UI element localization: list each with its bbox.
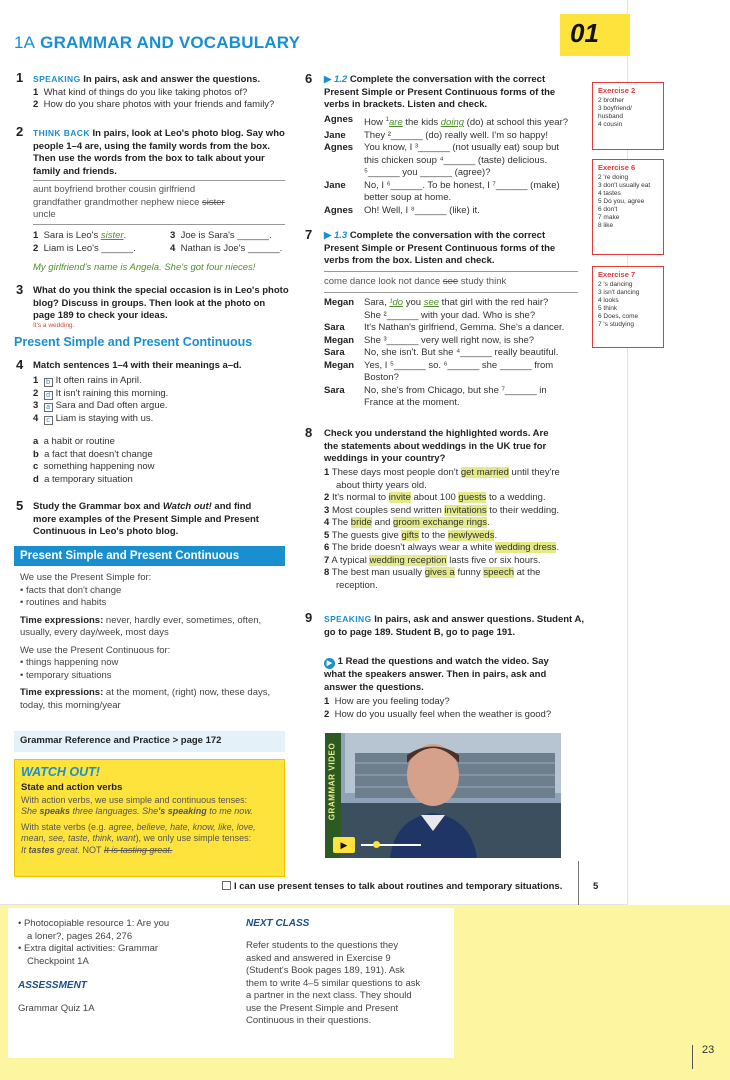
divider [324,271,578,272]
word-box: come dance look not dance see study think [324,276,507,287]
exercise-8-items: 1 These days most people don't get married until they're about thirty years old. 2 It's normal to invite about 100 guests to a wedding. 3 Most couples send written invitations to their wedding. 4 The bride and groom exchange rings. 5 The guests give gifts to the newlyweds. 6 The bride doesn't always wear a white wedding dress. 7 A typical wedding reception lasts five or six hours. 8 The best man usually gives a funny speech at the reception. [324,467,560,591]
page-title: 1A GRAMMAR AND VOCABULARY [14,33,301,52]
exercise-number: 6 [305,71,313,86]
word-box: aunt boyfriend brother cousin girlfriend grandfather grandmother nephew niece sister uncle [33,184,225,220]
section-title: Present Simple and Present Continuous [14,335,253,349]
grammar-box: Present Simple and Present Continuous We use the Present Simple for: • facts that don't change • routines and habits Time expressions: never, hardly ever, sometimes, often, usually, every day/week, most days We use the Present Continuous for: • things happening now • temporary situations Time expressions: at the moment, (right) now, these days, today, this morning/year [14,546,285,754]
teacher-answer: It's a wedding. [33,322,75,329]
divider [692,1045,693,1069]
divider [33,180,285,181]
exercise-number: 4 [16,357,24,372]
exercise-2-items-right: 3 Joe is Sara's ______. 4 Nathan is Joe's ______. [170,230,283,254]
page-number: 23 [702,1044,715,1056]
video-icon[interactable]: ▶ [324,658,335,669]
example-answer: My girlfriend's name is Angela. She's got four nieces! [33,262,256,273]
exercise-7-dialogue: Megan Sara, ¹do you see that girl with the red hair? She ²______ with your dad. Who is she? Sara It's Nathan's girlfriend, Gemma. She's a dancer. Megan She ³______ very well right now, is she? Sara No, she isn't. But she ⁴______ really beautiful. Megan Yes, I ⁵______ so. ⁶______ she ______ from Boston? Sara No, she's from Chicago, but she ⁷______ in France at the moment. [324,297,565,408]
video-label: GRAMMAR VIDEO [327,742,337,821]
video-progress-handle[interactable] [373,841,380,848]
exercise-9: SPEAKING In pairs, ask and answer questions. Student A, go to page 189. Student B, go to page 191. [324,614,585,638]
student-page-number: 5 [593,881,599,892]
watch-out-box: WATCH OUT! State and action verbs With action verbs, we use simple and continuous tenses: She speaks three languages. She's speaking to me now. With state verbs (e.g. agree, believe, hate, know, like, love, mean, see, taste, think, want), we only use simple tenses: It tastes great. NOT It is tasting great. [14,759,285,877]
play-icon[interactable]: ▶ [333,837,355,853]
exercise-5: Study the Grammar box and Watch out! and find more examples of the Present Simple and Present Continuous in Leo's photo blog. [33,501,259,537]
exercise-number: 5 [16,498,24,513]
grammar-reference-link[interactable]: Grammar Reference and Practice > page 172 [14,731,285,752]
exercise-number: 8 [305,425,313,440]
watch-out-title: WATCH OUT! [21,765,100,779]
exercise-6-instructions: ▶ 1.2 Complete the conversation with the correct Present Simple or Present Continuous forms of the verbs in brackets. Listen and check. [324,74,556,110]
teacher-resources: • Photocopiable resource 1: Are you a loner?, pages 264, 276 • Extra digital activities: Grammar Checkpoint 1A [18,918,170,967]
video-exercise-instructions: ▶ 1 Read the questions and watch the video. Say what the speakers answer. Then in pairs, ask and answer the questions. [324,656,549,693]
video-progress-bar[interactable] [361,844,421,846]
audio-icon[interactable]: ▶ [324,230,332,241]
exercise-4-items: 1 b It often rains in April. 2 d It isn't raining this morning. 3 a Sara and Dad often argue. 4 c Liam is staying with us. [33,375,169,424]
exercise-number: 3 [16,282,24,297]
exercise-8-instructions: Check you understand the highlighted words. Are the statements about weddings in the UK true for weddings in your country? [324,428,549,464]
next-class-text: Refer students to the questions they asked and answered in Exercise 9 (Student's Book pages 189, 191). Ask them to write 4–5 similar questions to ask a partner in the next class. They should use the Present Simple and Present Continuous in their questions. [246,940,421,1026]
video-questions: 1 How are you feeling today? 2 How do you usually feel when the weather is good? [324,696,552,720]
grammar-video-player[interactable] [325,733,561,858]
answer-box: Exercise 6 2 're doing 3 don't usually eat 4 tastes 5 Do you, agree 6 don't 7 make 8 like [592,159,664,255]
divider [324,292,578,293]
next-class-title: NEXT CLASS [246,918,310,929]
divider [578,861,579,905]
exercise-4-meanings: a a habit or routine b a fact that doesn't change c something happening now d a temporary situation [33,436,155,485]
exercise-4-instructions: Match sentences 1–4 with their meanings a–d. [33,360,242,371]
answer-box: Exercise 2 2 brother 3 boyfriend/ husband 4 cousin [592,82,664,150]
assessment-title: ASSESSMENT [18,980,87,991]
divider [33,224,285,225]
exercise-3: What do you think the special occasion is in Leo's photo blog? Discuss in groups. Then look at the photo on page 189 to check your ideas. [33,285,289,321]
grammar-box-title: Present Simple and Present Continuous [14,546,285,566]
exercise-number: 2 [16,124,24,139]
audio-icon[interactable]: ▶ [324,74,332,85]
exercise-2-instructions: THINK BACK In pairs, look at Leo's photo blog. Say who people 1–4 are, using the family words from the box. Then use the words from the box to talk about your family and friends. [33,128,285,177]
exercise-7-instructions: ▶ 1.3 Complete the conversation with the correct Present Simple or Present Continuous forms of the verbs from the box. Listen and check. [324,230,556,266]
assessment-text: Grammar Quiz 1A [18,1003,95,1014]
exercise-1: SPEAKING In pairs, ask and answer the questions. 1 What kind of things do you like taking photos of? 2 How do you share photos with your friends and family? [33,74,275,110]
can-do-statement: I can use present tenses to talk about routines and temporary situations. [222,881,582,894]
exercise-2-items-left: 1 Sara is Leo's sister. 2 Liam is Leo's ______. [33,230,136,254]
answer-box: Exercise 7 2 's dancing 3 isn't dancing 4 looks 5 think 6 Does, come 7 's studying [592,266,664,348]
exercise-6-dialogue: Agnes How $^1$are the kids doing (do) at school this year? Jane They ²______ (do) really well. I'm so happy! Agnes You know, I ³______ (not usually eat) soup but this chicken soup ⁴______ (taste) delicious. ⁵______ you ______ (agree)? Jane No, I ⁶______. To be honest, I ⁷______ (make) better soup at home. Agnes Oh! Well, I ⁸______ (like) it. [324,114,569,216]
exercise-number: 1 [16,70,24,85]
checkbox-icon[interactable] [222,881,231,890]
unit-number: 01 [570,18,599,48]
exercise-number: 9 [305,610,313,625]
exercise-number: 7 [305,227,313,242]
video-thumbnail [325,733,561,858]
